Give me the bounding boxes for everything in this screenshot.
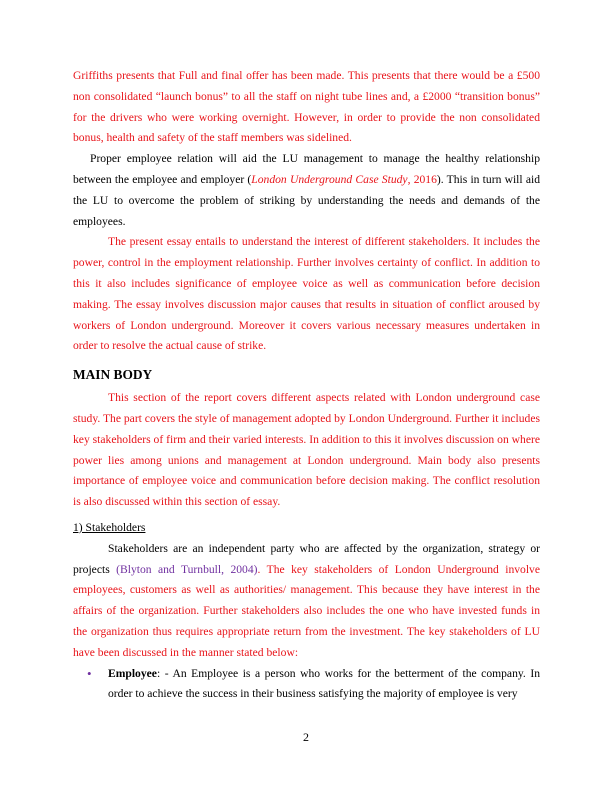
citation-case-study — [251, 173, 437, 186]
paragraph-griffiths-offer: Griffiths presents that Full and final offer has been made. This presents that there would be a £500 non consolidated “launch bonus” to all the staff on night tube lines and, a £2000 “transition bonus” for the drivers who were working overnight. However, in order to provide the non consolidated bonus, health and safety of the staff members was sidelined. — [73, 69, 540, 145]
paragraph-text: Proper employee relation will aid the LU management to manage the healthy relationship between the employee and employer ( — [73, 152, 540, 186]
paragraph-stakeholders — [73, 539, 540, 664]
paragraph-employee-relation — [73, 149, 540, 232]
list-item-term: Employee — [108, 666, 157, 680]
bullet-icon: • — [87, 665, 92, 681]
paragraph-main-body-intro: This section of the report covers different aspects related with London underground case study. The part covers the style of management adopted by London Underground. Further it includes key stakeholders of firm and their varied interests. In addition to this it involves discussion on where power lies among unions and management at London underground. Main body also presents importance of employee voice and communication before decision making. The conflict resolution is also discussed within this section of essay. — [73, 391, 540, 509]
paragraph-text: ). This in turn will aid the LU to overcome the problem of striking by understanding the needs and demands of the employees. — [73, 172, 540, 228]
document-page — [73, 66, 540, 705]
paragraph-text: Stakeholders are an independent party who are affected by the organization, strategy or projects — [73, 541, 540, 576]
paragraph-text: . The key stakeholders of London Underground involve employees, customers as well as authorities/ management. This because they have interest in the affairs of the organization. Further stakeholders also includes the one who have invested funds in the organization thus requires appropriate return from the investment. The key stakeholders of LU have been discussed in the manner stated below: — [73, 562, 541, 659]
list-item — [73, 664, 540, 706]
citation-year: , 2016 — [407, 172, 437, 186]
list-item-text: : - An Employee is a person who works for the betterment of the company. In order to achieve the success in their business satisfying the majority of employee is very — [108, 666, 540, 701]
page-number: 2 — [303, 730, 309, 744]
citation-title: London Underground Case Study — [251, 172, 408, 186]
stakeholders-heading: 1) Stakeholders — [73, 520, 146, 534]
paragraph-essay-overview: The present essay entails to understand the interest of different stakeholders. It includes the power, control in the employment relationship. Further involves certainty of conflict. In addition to this it also includes significance of employee voice as well as communication before decision making. The essay involves discussion major causes that results in situation of conflict aroused by workers of London underground. Moreover it covers various necessary measures undertaken in order to resolve the actual cause of strike. — [73, 235, 540, 353]
citation-blyton-turnbull: (Blyton and Turnbull, 2004) — [116, 562, 258, 576]
stakeholder-list — [73, 664, 540, 706]
main-body-heading: MAIN BODY — [73, 367, 153, 383]
